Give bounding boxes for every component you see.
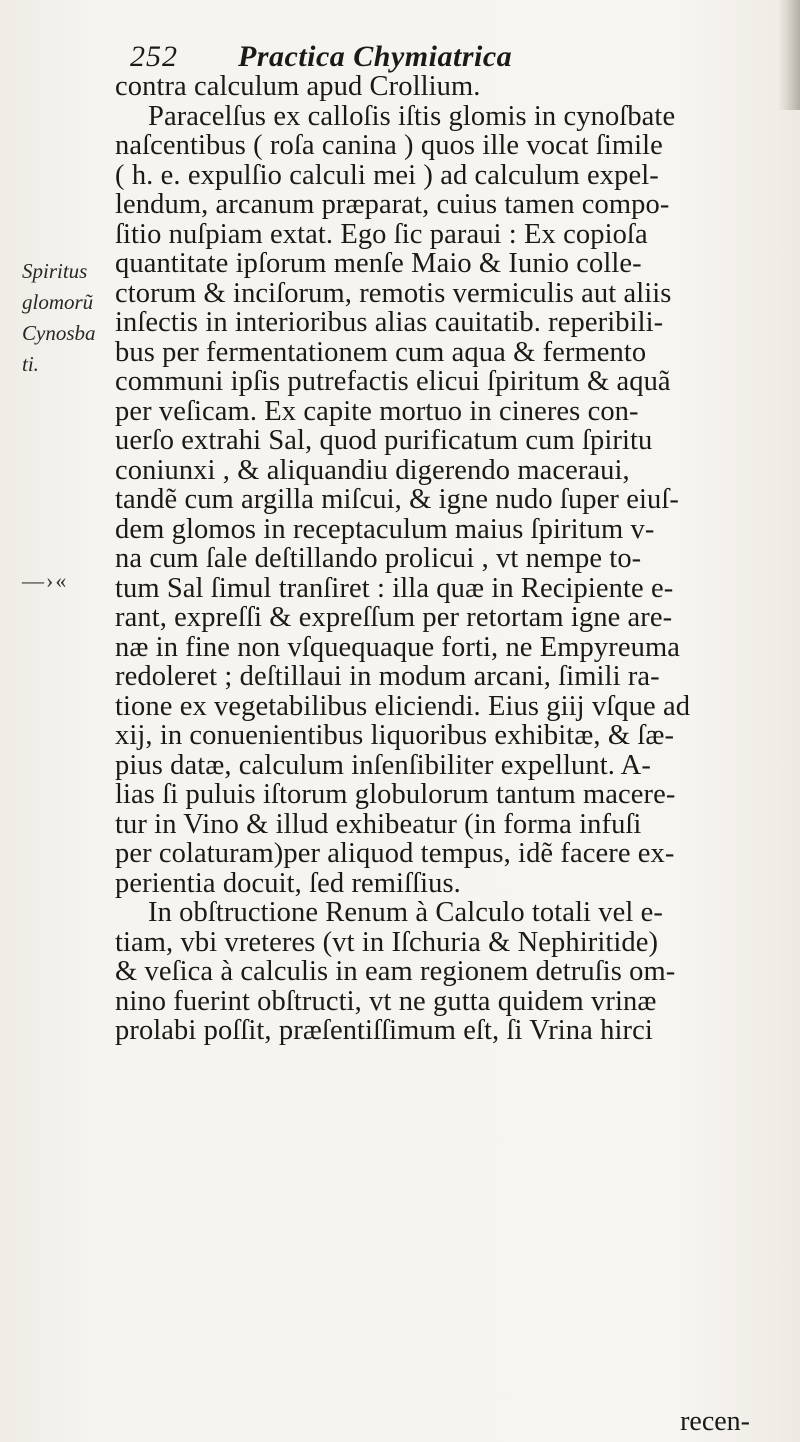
text-line: In obſtructione Renum à Calculo totali vel e-: [148, 897, 663, 928]
marginal-note-line: ti.: [22, 352, 39, 376]
text-line: xij, in conuenientibus liquoribus exhibitæ, & ſæ-: [115, 720, 675, 751]
marginal-note-line: Cynosba: [22, 321, 96, 345]
text-line: ſitio nuſpiam extat. Ego ſic paraui : Ex copioſa: [115, 218, 648, 250]
text-line: ( h. e. expulſio calculi mei ) ad calculum expel-: [115, 159, 659, 191]
text-line: communi ipſis putrefactis elicui ſpiritum & aquã: [115, 366, 671, 397]
text-line: næ in fine non vſquequaque forti, ne Empyreuma: [115, 631, 680, 663]
text-line: lendum, arcanum præparat, cuius tamen compo-: [115, 189, 670, 220]
text-line: Paracelſus ex calloſis iſtis glomis in cynoſbate: [148, 100, 676, 132]
text-line: & veſica à calculis in eam regionem detruſis om-: [115, 956, 676, 987]
marginal-pointer-mark: —›«: [22, 568, 69, 593]
text-line: rant, expreſſi & expreſſum per retortam igne are-: [115, 602, 673, 633]
body-text: [115, 72, 800, 1046]
text-line: redoleret ; deſtillaui in modum arcani, ſimili ra-: [115, 661, 660, 692]
text-line: tiam, vbi vreteres (vt in Iſchuria & Nephiritide): [115, 926, 659, 958]
text-line: tum Sal ſimul tranſiret : illa quæ in Recipiente e-: [115, 572, 674, 604]
text-line: uerſo extrahi Sal, quod purificatum cum ſpiritu: [115, 425, 653, 456]
text-line: per colaturam)per aliquod tempus, idẽ facere ex-: [115, 838, 675, 869]
text-line: tione ex vegetabilibus eliciendi. Eius giij vſque ad: [115, 690, 691, 722]
page-number: 252: [130, 40, 178, 73]
marginal-note-line: glomorũ: [22, 290, 94, 314]
text-line: quantitate ipſorum menſe Maio & Iunio colle-: [115, 248, 642, 279]
text-line: perientia docuit, ſed remiſſius.: [115, 867, 461, 899]
marginal-note-line: Spiritus: [22, 259, 88, 283]
text-line: na cum ſale deſtillando prolicui , vt nempe to-: [115, 543, 642, 574]
text-line: prolabi poſſit, præſentiſſimum eſt, ſi Vrina hirci: [115, 1015, 653, 1046]
text-line: tur in Vino & illud exhibeatur (in forma infuſi: [115, 808, 642, 840]
text-line: naſcentibus ( roſa canina ) quos ille vocat ſimile: [115, 130, 663, 161]
text-line: pius datæ, calculum inſenſibiliter expellunt. A-: [115, 749, 651, 781]
text-line: lias ſi puluis iſtorum globulorum tantum macere-: [115, 779, 676, 810]
marginal-note: [22, 256, 102, 380]
text-line: nino fuerint obſtructi, vt ne gutta quidem vrinæ: [115, 985, 657, 1017]
text-line: contra calculum apud Crollium.: [115, 71, 481, 102]
text-line: inſectis in interioribus alias cauitatib. reperibili-: [115, 307, 664, 338]
text-line: per veſicam. Ex capite mortuo in cineres con-: [115, 395, 639, 427]
text-line: coniunxi , & aliquandiu digerendo maceraui,: [115, 454, 630, 486]
text-line: dem glomos in receptaculum maius ſpiritum v-: [115, 513, 655, 545]
text-line: bus per fermentationem cum aqua & fermento: [115, 336, 647, 368]
catchword: recen-: [680, 1406, 750, 1437]
text-line: tandẽ cum argilla miſcui, & igne nudo ſuper eiuſ-: [115, 484, 679, 515]
text-line: ctorum & inciſorum, remotis vermiculis aut aliis: [115, 277, 672, 309]
running-title: Practica Chymiatrica: [238, 40, 513, 73]
